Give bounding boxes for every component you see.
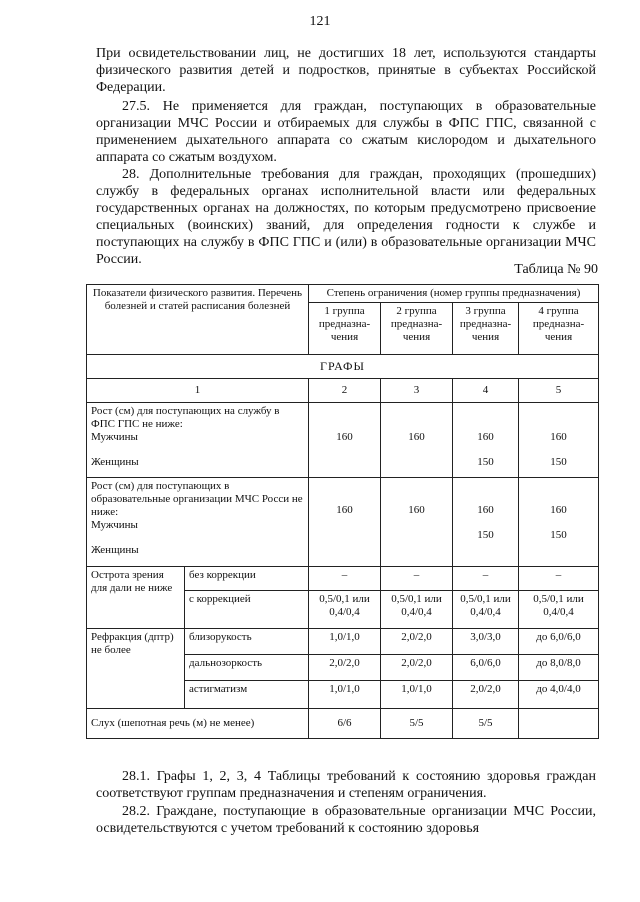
hyperopia-g1: 2,0/2,0 [309, 655, 381, 681]
header-indicators: Показатели физического развития. Перечень болезней и статей расписания болезней [87, 285, 309, 355]
astigmatism-g1: 1,0/1,0 [309, 681, 381, 709]
height-edu-cell [87, 478, 309, 567]
height-fps-cell [87, 403, 309, 478]
grafy-label: ГРАФЫ [87, 355, 599, 379]
height-edu-g4 [519, 478, 599, 567]
value: 160 [408, 431, 425, 443]
height-edu-label: Рост (см) для поступающих в образовательные организации МЧС Росси не ниже: [91, 480, 303, 518]
value: 160 [477, 504, 494, 516]
without-correction-g1: – [309, 567, 381, 591]
hyperopia-g2: 2,0/2,0 [381, 655, 453, 681]
table-row [87, 709, 599, 739]
paragraph-28: 28. Дополнительные требования для граждан, проходящих (прошедших) службу в федеральных органах исполнительной власти или федеральных государственных органах на должностях, по которым предусмотрено присвоение специальных (воинских) званий, для определения годности к службе и поступающих на службу в ФПС ГПС и (или) в образовательные организации МЧС России. [96, 167, 596, 267]
with-correction-g2: 0,5/0,1 или 0,4/0,4 [381, 591, 453, 629]
astigmatism-g2: 1,0/1,0 [381, 681, 453, 709]
group-4-header: 4 группа предназна-чения [519, 303, 599, 355]
hyperopia-g4: до 8,0/8,0 [519, 655, 599, 681]
without-correction-g4: – [519, 567, 599, 591]
table-row [87, 629, 599, 655]
myopia-g3: 3,0/3,0 [453, 629, 519, 655]
value: 160 [408, 504, 425, 516]
column-number-1: 1 [87, 379, 309, 403]
value: 160 [477, 431, 494, 443]
column-number-2: 2 [309, 379, 381, 403]
table-row [87, 567, 599, 591]
hearing-g4 [519, 709, 599, 739]
with-correction-g3: 0,5/0,1 или 0,4/0,4 [453, 591, 519, 629]
height-edu-g3 [453, 478, 519, 567]
group-1-header: 1 группа предназна-чения [309, 303, 381, 355]
astigmatism-g4: до 4,0/4,0 [519, 681, 599, 709]
requirements-table [86, 284, 599, 739]
value: 160 [336, 431, 353, 443]
height-fps-men-label: Мужчины [91, 431, 138, 443]
astigmatism-g3: 2,0/2,0 [453, 681, 519, 709]
visual-acuity-label: Острота зрения для дали не ниже [87, 567, 185, 629]
height-fps-g1 [309, 403, 381, 478]
value: 160 [550, 431, 567, 443]
myopia-label: близорукость [185, 629, 309, 655]
hyperopia-g3: 6,0/6,0 [453, 655, 519, 681]
table-row [87, 478, 599, 567]
without-correction-g3: – [453, 567, 519, 591]
column-number-5: 5 [519, 379, 599, 403]
value: 150 [477, 529, 494, 541]
paragraph-27-5: 27.5. Не применяется для граждан, поступающих в образовательные организации МЧС России и отбираемых для службы в ФПС ГПС, связанной с применением дыхательного аппарата со сжатым кислородом и дыхательного аппарата со сжатым воздухом. [96, 99, 596, 165]
astigmatism-label: астигматизм [185, 681, 309, 709]
without-correction-label: без коррекции [185, 567, 309, 591]
myopia-g1: 1,0/1,0 [309, 629, 381, 655]
group-2-header: 2 группа предназна-чения [381, 303, 453, 355]
without-correction-g2: – [381, 567, 453, 591]
header-restriction: Степень ограничения (номер группы предназначения) [309, 285, 599, 303]
with-correction-label: с коррекцией [185, 591, 309, 629]
hearing-label: Слух (шепотная речь (м) не менее) [87, 709, 309, 739]
hearing-g3: 5/5 [453, 709, 519, 739]
column-numbers-row [87, 379, 599, 403]
paragraph-standards: При освидетельствовании лиц, не достигших 18 лет, используются стандарты физического развития детей и подростков, принятые в субъектах Российской Федерации. [96, 46, 596, 95]
value: 160 [550, 504, 567, 516]
column-number-4: 4 [453, 379, 519, 403]
height-fps-g3 [453, 403, 519, 478]
hearing-g1: 6/6 [309, 709, 381, 739]
value: 150 [477, 456, 494, 468]
hyperopia-label: дальнозоркость [185, 655, 309, 681]
with-correction-g4: 0,5/0,1 или 0,4/0,4 [519, 591, 599, 629]
value: 150 [550, 529, 567, 541]
height-edu-women-label: Женщины [91, 544, 139, 556]
hearing-g2: 5/5 [381, 709, 453, 739]
height-edu-g1 [309, 478, 381, 567]
refraction-label: Рефракция (дптр) не более [87, 629, 185, 709]
page-number: 121 [309, 14, 331, 29]
height-edu-g2 [381, 478, 453, 567]
height-fps-g4 [519, 403, 599, 478]
height-fps-g2 [381, 403, 453, 478]
table-row [87, 403, 599, 478]
paragraph-28-2: 28.2. Граждане, поступающие в образовательные организации МЧС России, освидетельствуются с учетом требований к состоянию здоровья [96, 804, 596, 836]
value: 160 [336, 504, 353, 516]
grafy-row [87, 355, 599, 379]
column-number-3: 3 [381, 379, 453, 403]
table-header-row [87, 285, 599, 303]
group-3-header: 3 группа предназна-чения [453, 303, 519, 355]
with-correction-g1: 0,5/0,1 или 0,4/0,4 [309, 591, 381, 629]
height-fps-label: Рост (см) для поступающих на службу в ФПС ГПС не ниже: [91, 405, 280, 430]
height-fps-women-label: Женщины [91, 456, 139, 468]
myopia-g4: до 6,0/6,0 [519, 629, 599, 655]
value: 150 [550, 456, 567, 468]
myopia-g2: 2,0/2,0 [381, 629, 453, 655]
height-edu-men-label: Мужчины [91, 519, 138, 531]
paragraph-28-1: 28.1. Графы 1, 2, 3, 4 Таблицы требований к состоянию здоровья граждан соответствуют группам предназначения и степеням ограничения. [96, 769, 596, 801]
table-caption: Таблица № 90 [514, 262, 598, 277]
